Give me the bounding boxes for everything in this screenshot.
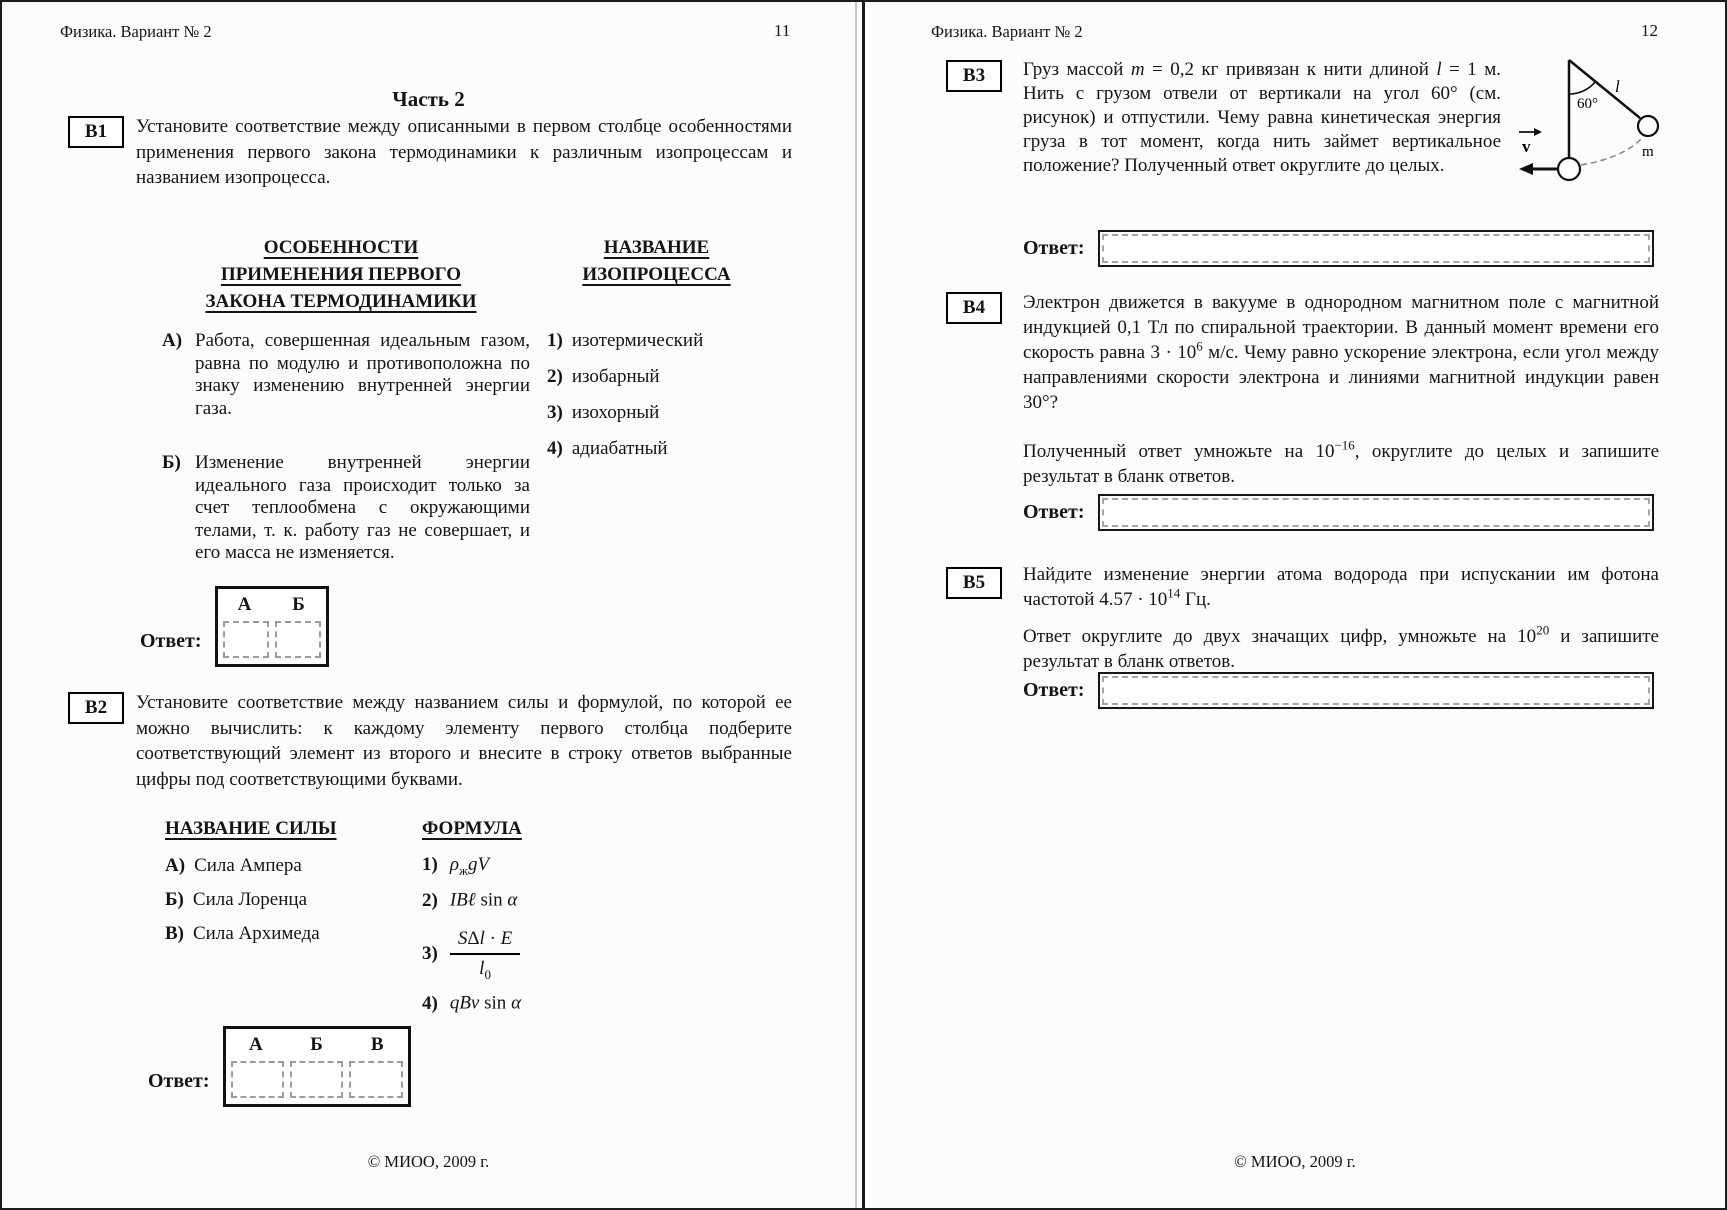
page-12	[865, 2, 1725, 1208]
b2-formula-4	[422, 992, 521, 1015]
running-head: Физика. Вариант № 2	[931, 22, 1083, 41]
b2-formula-1	[422, 853, 489, 876]
b1-column2-header	[534, 234, 779, 288]
mass-label: m	[1642, 144, 1654, 160]
b3-answer-row	[1023, 230, 1654, 267]
b2-item-b	[165, 889, 307, 911]
item-marker: А)	[165, 855, 186, 876]
option-text: изобарный	[571, 366, 660, 387]
item-marker: Б)	[165, 889, 184, 910]
b1-answer-row	[140, 586, 329, 667]
formula-number: 4)	[422, 992, 438, 1014]
formula-fraction	[450, 928, 520, 980]
page-number: 12	[1641, 21, 1658, 40]
item-text: Сила Ампера	[194, 855, 302, 876]
question-label-b5: В5	[946, 567, 1002, 599]
option-text: адиабатный	[571, 438, 668, 459]
formula-expression: qBv sin α	[449, 992, 522, 1014]
formula-number: 1)	[422, 853, 438, 875]
b2-formula-2	[422, 889, 517, 912]
option-number: 2)	[547, 366, 563, 387]
b2-formula-3	[422, 928, 520, 980]
item-text: Изменение внутренней энергии идеального газа происходит только за счет теплообмена с окружающими телами, т. к. работу газ не совершает, и его масса не изменяется.	[195, 452, 530, 563]
answer-box-inner	[1102, 676, 1650, 705]
b2-column1-header: НАЗВАНИЕ СИЛЫ	[165, 818, 337, 839]
answer-col-letter: Б	[292, 594, 305, 615]
option-number: 4)	[547, 438, 563, 459]
question-label-b3: В3	[946, 60, 1002, 92]
b3-answer-box[interactable]	[1098, 230, 1654, 267]
answer-cell-a[interactable]	[231, 1061, 284, 1098]
answer-table-header	[218, 589, 326, 621]
option-text: изотермический	[571, 330, 704, 351]
formula-number: 2)	[422, 889, 438, 911]
question-label-b4: В4	[946, 292, 1002, 324]
page-11	[2, 2, 855, 1208]
b1-item-b	[162, 452, 530, 565]
answer-col-letter: В	[370, 1034, 384, 1055]
formula-expression: $\rho_жgV$	[449, 853, 490, 878]
header-line: ПРИМЕНЕНИЯ ПЕРВОГО	[220, 264, 462, 285]
b5-task-text: Найдите изменение энергии атома водорода при испускании им фотона частотой $4.57 \cdot 10^{14}$ Гц.	[1023, 564, 1659, 610]
question-label-b1: В1	[68, 116, 124, 148]
answer-col-letter: А	[237, 594, 252, 615]
item-text: Работа, совершенная идеальным газом, равна по модулю и противоположна по знаку изменению внутренней энергии газа.	[195, 330, 530, 419]
formula-expression: IBℓ sin α	[449, 889, 518, 911]
velocity-arrowhead	[1519, 163, 1533, 175]
answer-table-header	[226, 1029, 408, 1061]
b4-answer-box[interactable]	[1098, 494, 1654, 531]
b2-item-a	[165, 855, 302, 877]
answer-label: Ответ:	[1023, 679, 1085, 701]
header-line: ЗАКОНА ТЕРМОДИНАМИКИ	[205, 291, 477, 312]
mass-ball-deflected	[1638, 116, 1658, 136]
answer-cells	[226, 1061, 408, 1104]
option-text: изохорный	[571, 402, 660, 423]
page-divider-shadow	[855, 2, 857, 1208]
answer-cell-v[interactable]	[349, 1061, 402, 1098]
item-text: Сила Архимеда	[193, 923, 320, 944]
answer-label: Ответ:	[1023, 237, 1085, 259]
answer-label: Ответ:	[140, 630, 202, 652]
b5-answer-row	[1023, 672, 1654, 709]
b2-column2-header: ФОРМУЛА	[422, 818, 522, 839]
b2-item-v	[165, 923, 320, 945]
fraction-denominator: $l_0$	[479, 958, 491, 982]
copyright-footer: © МИОО, 2009 г.	[367, 1152, 490, 1171]
item-marker: Б)	[162, 452, 181, 473]
header-line: НАЗВАНИЕ	[603, 237, 710, 258]
answer-col-letter: А	[249, 1034, 263, 1055]
vector-bar-head	[1534, 128, 1542, 136]
angle-label: 60°	[1577, 96, 1598, 112]
page-number: 11	[774, 21, 791, 40]
answer-col-letter: Б	[310, 1034, 323, 1055]
option-number: 3)	[547, 402, 563, 423]
angle-arc	[1569, 81, 1596, 94]
b2-answer-row	[148, 1026, 411, 1107]
item-marker: В)	[165, 923, 184, 944]
answer-cells	[218, 621, 326, 664]
b2-task-text: Установите соответствие между названием силы и формулой, по которой ее можно вычислить: к каждому элементу первого столбца подберите соответствующий элемент из второго и внесите в строку ответов выбранные цифры под соответствующими буквами.	[136, 692, 792, 790]
b1-task-text: Установите соответствие между описанными в первом столбце особенностями применения первого закона термодинамики к различным изопроцессам и названием изопроцесса.	[136, 116, 792, 188]
b1-option-2	[547, 366, 660, 388]
b1-answer-table	[215, 586, 329, 667]
answer-cell-b[interactable]	[275, 621, 321, 658]
header-line: ИЗОПРОЦЕССА	[582, 264, 731, 285]
option-number: 1)	[547, 330, 563, 351]
b1-column1-header	[157, 234, 525, 315]
b4-answer-row	[1023, 494, 1654, 531]
answer-box-inner	[1102, 234, 1650, 263]
formula-number: 3)	[422, 943, 438, 964]
b1-option-3	[547, 402, 659, 424]
answer-cell-a[interactable]	[223, 621, 269, 658]
b1-option-1	[547, 330, 703, 352]
answer-label: Ответ:	[1023, 501, 1085, 523]
b5-note-text: Ответ округлите до двух значащих цифр, умножьте на $10^{20}$ и запишите результат в бланк ответов.	[1023, 622, 1659, 672]
running-head: Физика. Вариант № 2	[60, 22, 212, 41]
b1-item-a	[162, 330, 530, 420]
velocity-label: v	[1522, 137, 1531, 156]
item-marker: А)	[162, 330, 183, 351]
b2-answer-table	[223, 1026, 411, 1107]
b4-note-text: Полученный ответ умножьте на $10^{-16}$, округлите до целых и запишите результат в бланк ответов.	[1023, 437, 1660, 487]
length-label: l	[1615, 77, 1620, 96]
b3-pendulum-figure	[1511, 46, 1725, 216]
fraction-numerator: SΔl · E	[450, 928, 520, 955]
answer-box-inner	[1102, 498, 1650, 527]
b3-task-text: Груз массой m = 0,2 кг привязан к нити длиной l = 1 м. Нить с грузом отвели от вертикали на угол 60° (см. рисунок) и отпустили. Чему равна кинетическая энергия груза в тот момент, когда нить займет вертикальное положение? Полученный ответ округлите до целых.	[1023, 59, 1501, 176]
answer-cell-b[interactable]	[290, 1061, 343, 1098]
answer-label: Ответ:	[148, 1070, 210, 1092]
b4-task-text: Электрон движется в вакууме в однородном магнитном поле с магнитной индукцией 0,1 Тл по спиральной траектории. В данный момент времени его скорость равна $3 \cdot 10^6$ м/с. Чему равно ускорение электрона, если угол между направлениями скорости электрона и линиями магнитной индукции равен 30°?	[1023, 292, 1659, 413]
header-line: ОСОБЕННОСТИ	[263, 237, 419, 258]
mass-ball-bottom	[1558, 158, 1580, 180]
part-title: Часть 2	[392, 87, 465, 111]
item-text: Сила Лоренца	[192, 889, 308, 910]
trajectory-arc	[1581, 138, 1642, 165]
question-label-b2: В2	[68, 692, 124, 724]
b1-option-4	[547, 438, 668, 460]
copyright-footer: © МИОО, 2009 г.	[1234, 1152, 1356, 1171]
b5-answer-box[interactable]	[1098, 672, 1654, 709]
